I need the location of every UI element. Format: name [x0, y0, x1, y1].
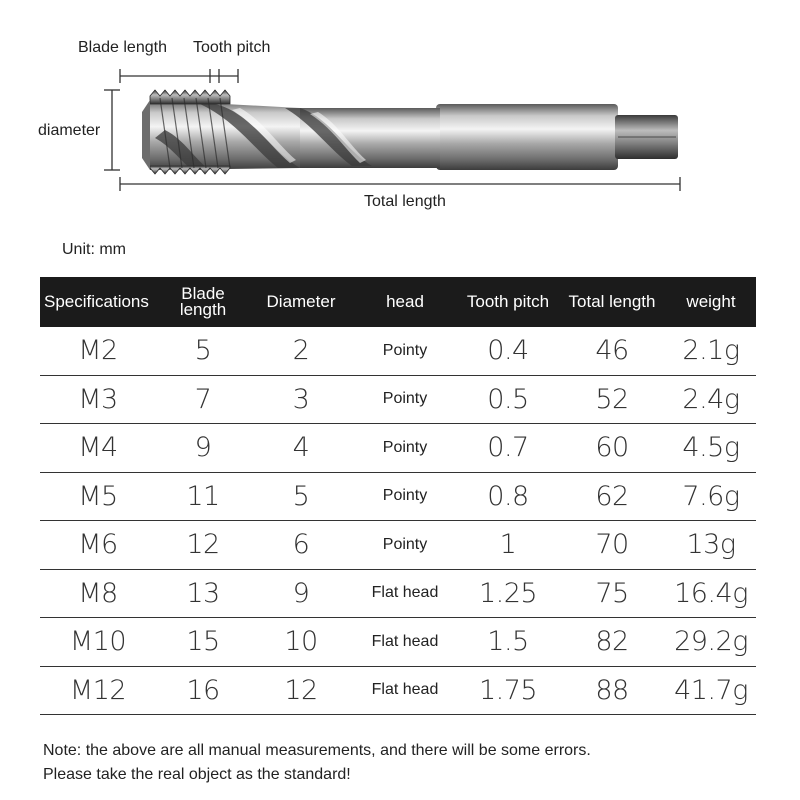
- header-total-length: Total length: [558, 277, 666, 327]
- unit-label: Unit: mm: [62, 241, 126, 258]
- cell-diameter: 2: [250, 327, 352, 375]
- cell-weight: 2.1g: [666, 327, 756, 375]
- cell-spec: M3: [40, 375, 156, 424]
- cell-spec: M10: [40, 618, 156, 667]
- cell-spec: M6: [40, 521, 156, 570]
- table-row: [40, 472, 756, 521]
- diameter-label: diameter: [38, 122, 101, 139]
- header-blade-length: [156, 277, 250, 327]
- cell-head: Pointy: [352, 521, 458, 570]
- cell-head: Pointy: [352, 472, 458, 521]
- table-row: [40, 375, 756, 424]
- table-header-row: [40, 277, 756, 327]
- cell-diameter: 6: [250, 521, 352, 570]
- header-weight: weight: [666, 277, 756, 327]
- note-line-1: Note: the above are all manual measurements, and there will be some errors.: [43, 742, 591, 759]
- cell-head: Flat head: [352, 569, 458, 618]
- blade-length-label: Blade length: [78, 39, 167, 56]
- cell-blade: 12: [156, 521, 250, 570]
- cell-spec: M12: [40, 666, 156, 715]
- cell-total: 46: [558, 327, 666, 375]
- cell-weight: 4.5g: [666, 424, 756, 473]
- cell-diameter: 4: [250, 424, 352, 473]
- cell-pitch: 1.75: [458, 666, 558, 715]
- cell-pitch: 0.5: [458, 375, 558, 424]
- cell-diameter: 5: [250, 472, 352, 521]
- header-blade-line1: Blade: [181, 284, 225, 303]
- header-head: head: [352, 277, 458, 327]
- specifications-table: [40, 277, 756, 715]
- cell-diameter: 3: [250, 375, 352, 424]
- header-tooth-pitch: Tooth pitch: [458, 277, 558, 327]
- cell-total: 62: [558, 472, 666, 521]
- cell-total: 52: [558, 375, 666, 424]
- cell-blade: 16: [156, 666, 250, 715]
- total-length-label: Total length: [364, 193, 446, 210]
- cell-spec: M5: [40, 472, 156, 521]
- table-row: [40, 424, 756, 473]
- cell-pitch: 0.4: [458, 327, 558, 375]
- table-row: [40, 666, 756, 715]
- header-blade-line2: length: [179, 300, 227, 319]
- cell-weight: 16.4g: [666, 569, 756, 618]
- cell-diameter: 10: [250, 618, 352, 667]
- header-specifications: Specifications: [40, 277, 156, 327]
- tooth-pitch-label: Tooth pitch: [193, 39, 271, 56]
- table-row: [40, 618, 756, 667]
- cell-head: Pointy: [352, 327, 458, 375]
- cell-total: 88: [558, 666, 666, 715]
- cell-diameter: 9: [250, 569, 352, 618]
- cell-spec: M8: [40, 569, 156, 618]
- cell-pitch: 0.8: [458, 472, 558, 521]
- cell-weight: 13g: [666, 521, 756, 570]
- cell-head: Flat head: [352, 618, 458, 667]
- cell-total: 60: [558, 424, 666, 473]
- cell-total: 82: [558, 618, 666, 667]
- cell-pitch: 1.5: [458, 618, 558, 667]
- cell-blade: 11: [156, 472, 250, 521]
- table-row: [40, 327, 756, 375]
- cell-spec: M2: [40, 327, 156, 375]
- cell-total: 75: [558, 569, 666, 618]
- note-line-2: Please take the real object as the standard!: [43, 766, 351, 783]
- cell-head: Pointy: [352, 424, 458, 473]
- cell-pitch: 1: [458, 521, 558, 570]
- cell-pitch: 0.7: [458, 424, 558, 473]
- cell-head: Pointy: [352, 375, 458, 424]
- cell-weight: 7.6g: [666, 472, 756, 521]
- cell-spec: M4: [40, 424, 156, 473]
- cell-blade: 7: [156, 375, 250, 424]
- cell-blade: 13: [156, 569, 250, 618]
- table-row: [40, 569, 756, 618]
- cell-pitch: 1.25: [458, 569, 558, 618]
- cell-weight: 2.4g: [666, 375, 756, 424]
- cell-blade: 9: [156, 424, 250, 473]
- cell-blade: 15: [156, 618, 250, 667]
- cell-diameter: 12: [250, 666, 352, 715]
- cell-weight: 41.7g: [666, 666, 756, 715]
- cell-total: 70: [558, 521, 666, 570]
- cell-weight: 29.2g: [666, 618, 756, 667]
- table-row: [40, 521, 756, 570]
- header-diameter: Diameter: [250, 277, 352, 327]
- cell-blade: 5: [156, 327, 250, 375]
- tap-diagram: [0, 0, 800, 230]
- cell-head: Flat head: [352, 666, 458, 715]
- measurement-note: [43, 739, 591, 787]
